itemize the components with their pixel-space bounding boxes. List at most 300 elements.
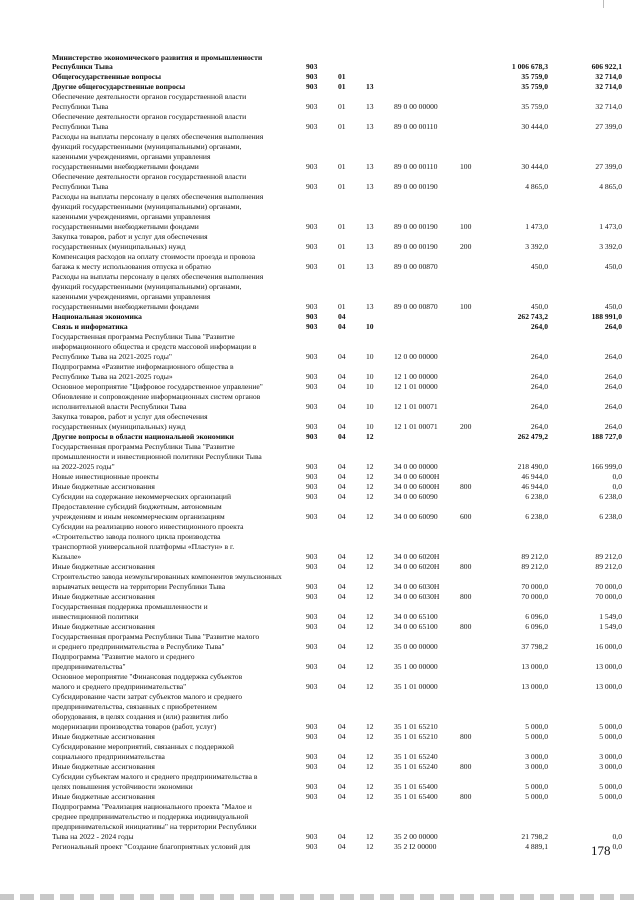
budget-section: 04 (338, 322, 346, 331)
amount-year-1: 264,0 (530, 422, 548, 431)
budget-code-ministry: 903 (306, 662, 318, 671)
amount-year-1: 262 479,2 (517, 432, 548, 441)
row-description: функций государственными (муниципальными) органами, (52, 202, 242, 211)
budget-section: 04 (338, 462, 346, 471)
budget-code-ministry: 903 (306, 562, 318, 571)
row-description: функций государственными (муниципальными) органами, (52, 142, 242, 151)
budget-section: 04 (338, 662, 346, 671)
row-description: Республики Тыва (52, 102, 109, 111)
budget-subsection: 12 (366, 552, 374, 561)
budget-target-article: 89 0 00 00190 (394, 222, 438, 231)
row-description: государственными внебюджетными фондами (52, 162, 199, 171)
row-description: Связь и информатика (52, 322, 128, 331)
amount-year-1: 218 490,0 (517, 462, 548, 471)
budget-subsection: 12 (366, 792, 374, 801)
amount-year-2: 32 714,0 (595, 72, 622, 81)
budget-subsection: 13 (366, 262, 374, 271)
budget-expense-type: 800 (460, 562, 472, 571)
budget-section: 04 (338, 422, 346, 431)
budget-subsection: 12 (366, 622, 374, 631)
row-description: Обеспечение деятельности органов государственной власти (52, 112, 247, 121)
budget-code-ministry: 903 (306, 782, 318, 791)
amount-year-1: 6 238,0 (525, 512, 548, 521)
row-description: Обеспечение деятельности органов государственной власти (52, 172, 247, 181)
budget-section: 01 (338, 262, 346, 271)
row-description: «Строительство завода полного цикла производства (52, 532, 221, 541)
budget-section: 04 (338, 492, 346, 501)
row-description: взрывчатых веществ на территории Республики Тыва (52, 582, 226, 591)
budget-subsection: 12 (366, 472, 374, 481)
budget-code-ministry: 903 (306, 612, 318, 621)
budget-target-article: 34 0 00 6020Н (394, 562, 440, 571)
row-description: государственными внебюджетными фондами (52, 302, 199, 311)
budget-subsection: 13 (366, 102, 374, 111)
budget-subsection: 12 (366, 592, 374, 601)
amount-year-2: 4 865,0 (599, 182, 622, 191)
amount-year-1: 4 865,0 (525, 182, 548, 191)
budget-expense-type: 600 (460, 512, 472, 521)
amount-year-1: 6 096,0 (525, 612, 548, 621)
budget-code-ministry: 903 (306, 222, 318, 231)
budget-section: 01 (338, 122, 346, 131)
amount-year-1: 37 798,2 (521, 642, 548, 651)
budget-code-ministry: 903 (306, 592, 318, 601)
amount-year-2: 70 000,0 (595, 592, 622, 601)
budget-expense-type: 800 (460, 622, 472, 631)
amount-year-1: 5 000,0 (525, 782, 548, 791)
amount-year-2: 89 212,0 (595, 552, 622, 561)
budget-subsection: 12 (366, 482, 374, 491)
budget-target-article: 34 0 00 60090 (394, 492, 438, 501)
row-description: Региональный проект "Создание благоприятных условий для (52, 842, 251, 851)
amount-year-1: 3 000,0 (525, 752, 548, 761)
budget-subsection: 10 (366, 422, 374, 431)
budget-subsection: 12 (366, 842, 374, 851)
row-description: Расходы на выплаты персоналу в целях обеспечения выполнения (52, 132, 264, 141)
row-description: малого и среднего предпринимательства" (52, 682, 187, 691)
row-description: Обновление и сопровождение информационных систем органов (52, 392, 261, 401)
row-description: Министерство экономического развития и промышленности (52, 53, 263, 62)
row-description: исполнительной власти Республики Тыва (52, 402, 187, 411)
budget-subsection: 12 (366, 782, 374, 791)
amount-year-1: 3 392,0 (525, 242, 548, 251)
budget-section: 04 (338, 842, 346, 851)
budget-target-article: 89 0 00 00190 (394, 242, 438, 251)
budget-expense-type: 100 (460, 222, 472, 231)
amount-year-1: 46 944,0 (521, 472, 548, 481)
amount-year-1: 13 000,0 (521, 662, 548, 671)
budget-section: 04 (338, 592, 346, 601)
budget-subsection: 10 (366, 322, 374, 331)
amount-year-1: 264,0 (530, 402, 548, 411)
amount-year-2: 27 399,0 (595, 122, 622, 131)
budget-section: 01 (338, 162, 346, 171)
amount-year-1: 264,0 (530, 382, 548, 391)
budget-target-article: 34 0 00 65100 (394, 612, 438, 621)
budget-code-ministry: 903 (306, 682, 318, 691)
budget-target-article: 34 0 00 6000Н (394, 472, 440, 481)
row-description: учреждениям и иным некоммерческим организациям (52, 512, 225, 521)
budget-code-ministry: 903 (306, 722, 318, 731)
amount-year-2: 1 473,0 (599, 222, 622, 231)
row-description: Новые инвестиционные проекты (52, 472, 159, 481)
row-description: предпринимательства" (52, 662, 126, 671)
row-description: Субсидии субъектам малого и среднего предпринимательства в (52, 772, 258, 781)
row-description: инвестиционной политики (52, 612, 139, 621)
budget-target-article: 34 0 00 60090 (394, 512, 438, 521)
budget-code-ministry: 903 (306, 82, 318, 91)
budget-expense-type: 200 (460, 422, 472, 431)
budget-target-article: 35 2 00 00000 (394, 832, 438, 841)
budget-target-article: 34 0 00 00000 (394, 462, 438, 471)
budget-subsection: 12 (366, 432, 374, 441)
amount-year-1: 264,0 (530, 372, 548, 381)
row-description: Расходы на выплаты персоналу в целях обеспечения выполнения (52, 272, 264, 281)
budget-section: 04 (338, 402, 346, 411)
budget-subsection: 13 (366, 242, 374, 251)
budget-section: 01 (338, 242, 346, 251)
budget-subsection: 10 (366, 352, 374, 361)
row-description: Закупка товаров, работ и услуг для обеспечения (52, 232, 208, 241)
budget-target-article: 34 0 00 6030Н (394, 582, 440, 591)
row-description: Подпрограмма «Развитие информационного общества в (52, 362, 234, 371)
amount-year-1: 30 444,0 (521, 122, 548, 131)
amount-year-2: 0,0 (612, 842, 622, 851)
row-description: функций государственными (муниципальными) органами, (52, 282, 242, 291)
budget-code-ministry: 903 (306, 402, 318, 411)
budget-target-article: 12 0 00 00000 (394, 352, 438, 361)
row-description: Расходы на выплаты персоналу в целях обеспечения выполнения (52, 192, 264, 201)
budget-subsection: 12 (366, 582, 374, 591)
row-description: Предоставление субсидий бюджетным, автономным (52, 502, 222, 511)
budget-subsection: 13 (366, 222, 374, 231)
row-description: Тыва на 2022 - 2024 годы (52, 832, 134, 841)
budget-code-ministry: 903 (306, 432, 318, 441)
row-description: Государственная поддержка промышленности и (52, 602, 208, 611)
budget-code-ministry: 903 (306, 322, 318, 331)
row-description: Субсидирование мероприятий, связанных с поддержкой (52, 742, 234, 751)
amount-year-1: 21 798,2 (521, 832, 548, 841)
row-description: целях повышения устойчивости экономики (52, 782, 193, 791)
amount-year-1: 1 473,0 (525, 222, 548, 231)
row-description: Субсидирование части затрат субъектов малого и среднего (52, 692, 243, 701)
row-description: Иные бюджетные ассигнования (52, 482, 155, 491)
row-description: Обеспечение деятельности органов государственной власти (52, 92, 247, 101)
row-description: на 2022-2025 годы" (52, 462, 115, 471)
budget-target-article: 12 1 01 00071 (394, 402, 438, 411)
amount-year-2: 166 999,0 (591, 462, 622, 471)
row-description: и среднего предпринимательства в Республике Тыва" (52, 642, 225, 651)
budget-target-article: 89 0 00 00110 (394, 122, 438, 131)
row-description: транспортной универсальной платформы «Пластун» в г. (52, 542, 235, 551)
budget-section: 04 (338, 562, 346, 571)
amount-year-2: 264,0 (604, 382, 622, 391)
budget-section: 04 (338, 552, 346, 561)
amount-year-2: 5 000,0 (599, 722, 622, 731)
budget-code-ministry: 903 (306, 622, 318, 631)
row-description: казенными учреждениями, органами управления (52, 212, 211, 221)
row-description: Основное мероприятие "Финансовая поддержка субъектов (52, 672, 243, 681)
amount-year-1: 89 212,0 (521, 562, 548, 571)
budget-code-ministry: 903 (306, 122, 318, 131)
budget-subsection: 10 (366, 402, 374, 411)
budget-target-article: 12 1 01 00071 (394, 422, 438, 431)
budget-target-article: 34 0 00 6030Н (394, 592, 440, 601)
budget-section: 04 (338, 352, 346, 361)
row-description: Республики Тыва (52, 62, 113, 71)
amount-year-2: 0,0 (612, 482, 622, 491)
budget-section: 04 (338, 732, 346, 741)
amount-year-2: 32 714,0 (595, 102, 622, 111)
amount-year-2: 264,0 (604, 352, 622, 361)
budget-subsection: 12 (366, 762, 374, 771)
budget-code-ministry: 903 (306, 72, 318, 81)
amount-year-1: 264,0 (530, 322, 548, 331)
amount-year-2: 0,0 (612, 472, 622, 481)
row-description: Иные бюджетные ассигнования (52, 732, 155, 741)
row-description: Иные бюджетные ассигнования (52, 562, 155, 571)
budget-section: 04 (338, 762, 346, 771)
budget-target-article: 35 1 01 65210 (394, 732, 438, 741)
budget-section: 04 (338, 722, 346, 731)
amount-year-2: 264,0 (604, 372, 622, 381)
amount-year-1: 6 238,0 (525, 492, 548, 501)
row-description: Иные бюджетные ассигнования (52, 622, 155, 631)
budget-subsection: 12 (366, 682, 374, 691)
amount-year-2: 27 399,0 (595, 162, 622, 171)
budget-target-article: 35 1 01 65240 (394, 762, 438, 771)
budget-code-ministry: 903 (306, 582, 318, 591)
amount-year-2: 264,0 (604, 322, 622, 331)
budget-target-article: 34 0 00 6000Н (394, 482, 440, 491)
amount-year-2: 89 212,0 (595, 562, 622, 571)
budget-code-ministry: 903 (306, 492, 318, 501)
amount-year-2: 5 000,0 (599, 782, 622, 791)
budget-code-ministry: 903 (306, 102, 318, 111)
budget-subsection: 12 (366, 562, 374, 571)
row-description: Субсидии на реализацию нового инвестиционного проекта (52, 522, 244, 531)
amount-year-1: 46 944,0 (521, 482, 548, 491)
budget-target-article: 12 1 01 00000 (394, 382, 438, 391)
budget-section: 04 (338, 312, 346, 321)
row-description: Государственная программа Республики Тыва "Развитие (52, 442, 235, 451)
row-description: казенными учреждениями, органами управления (52, 292, 211, 301)
budget-subsection: 10 (366, 372, 374, 381)
budget-subsection: 12 (366, 752, 374, 761)
budget-section: 04 (338, 372, 346, 381)
amount-year-2: 6 238,0 (599, 512, 622, 521)
row-description: Национальная экономика (52, 312, 142, 321)
budget-target-article: 34 0 00 6020Н (394, 552, 440, 561)
budget-code-ministry: 903 (306, 352, 318, 361)
budget-target-article: 35 1 01 65210 (394, 722, 438, 731)
amount-year-1: 262 743,2 (517, 312, 548, 321)
row-description: Государственная программа Республики Тыва "Развитие малого (52, 632, 260, 641)
budget-code-ministry: 903 (306, 642, 318, 651)
budget-code-ministry: 903 (306, 482, 318, 491)
budget-subsection: 12 (366, 642, 374, 651)
row-description: среднее предпринимательство и поддержка индивидуальной (52, 812, 249, 821)
amount-year-2: 3 392,0 (599, 242, 622, 251)
budget-section: 01 (338, 102, 346, 111)
amount-year-1: 4 889,1 (525, 842, 548, 851)
budget-code-ministry: 903 (306, 462, 318, 471)
budget-section: 01 (338, 72, 346, 81)
budget-section: 04 (338, 582, 346, 591)
row-description: предпринимательской инициативы" на территории Республики (52, 822, 257, 831)
budget-code-ministry: 903 (306, 762, 318, 771)
row-description: государственными внебюджетными фондами (52, 222, 199, 231)
budget-section: 01 (338, 182, 346, 191)
row-description: предпринимательства, связанных с приобретением (52, 702, 217, 711)
row-description: Государственная программа Республики Тыва "Развитие (52, 332, 235, 341)
budget-code-ministry: 903 (306, 752, 318, 761)
amount-year-2: 1 549,0 (599, 622, 622, 631)
budget-expense-type: 800 (460, 592, 472, 601)
budget-code-ministry: 903 (306, 182, 318, 191)
budget-expense-type: 100 (460, 302, 472, 311)
row-description: оборудования, в целях создания и (или) развития либо (52, 712, 229, 721)
amount-year-1: 450,0 (530, 262, 548, 271)
scan-artifact-bottom (0, 894, 636, 900)
budget-code-ministry: 903 (306, 792, 318, 801)
budget-target-article: 89 0 00 00870 (394, 262, 438, 271)
budget-target-article: 35 1 01 65400 (394, 792, 438, 801)
budget-section: 04 (338, 782, 346, 791)
row-description: модернизации производства товаров (работ, услуг) (52, 722, 217, 731)
row-description: Закупка товаров, работ и услуг для обеспечения (52, 412, 208, 421)
budget-section: 04 (338, 642, 346, 651)
amount-year-2: 70 000,0 (595, 582, 622, 591)
amount-year-2: 606 922,1 (591, 62, 622, 71)
budget-subsection: 12 (366, 722, 374, 731)
amount-year-1: 70 000,0 (521, 582, 548, 591)
row-description: багажа к месту использования отпуска и обратно (52, 262, 211, 271)
amount-year-2: 264,0 (604, 422, 622, 431)
page-number: 178 (591, 843, 611, 858)
amount-year-2: 188 991,0 (591, 312, 622, 321)
amount-year-2: 264,0 (604, 402, 622, 411)
budget-subsection: 13 (366, 82, 374, 91)
budget-code-ministry: 903 (306, 162, 318, 171)
budget-code-ministry: 903 (306, 242, 318, 251)
row-description: Республики Тыва (52, 182, 109, 191)
amount-year-1: 3 000,0 (525, 762, 548, 771)
amount-year-2: 32 714,0 (595, 82, 622, 91)
budget-target-article: 35 0 00 00000 (394, 642, 438, 651)
budget-subsection: 12 (366, 512, 374, 521)
budget-section: 01 (338, 302, 346, 311)
row-description: промышленности и инвестиционной политики Республики Тыва (52, 452, 262, 461)
budget-expense-type: 800 (460, 792, 472, 801)
row-description: Субсидии на содержание некоммерческих организаций (52, 492, 232, 501)
budget-section: 04 (338, 832, 346, 841)
budget-expense-type: 100 (460, 162, 472, 171)
budget-target-article: 35 2 I2 00000 (394, 842, 437, 851)
budget-target-article: 89 0 00 00870 (394, 302, 438, 311)
budget-subsection: 13 (366, 162, 374, 171)
amount-year-1: 35 759,0 (521, 82, 548, 91)
amount-year-2: 188 727,0 (591, 432, 622, 441)
amount-year-1: 89 212,0 (521, 552, 548, 561)
amount-year-1: 35 759,0 (521, 72, 548, 81)
amount-year-2: 13 000,0 (595, 662, 622, 671)
budget-section: 04 (338, 512, 346, 521)
budget-subsection: 13 (366, 182, 374, 191)
row-description: Другие общегосударственные вопросы (52, 82, 186, 91)
budget-subsection: 12 (366, 662, 374, 671)
budget-section: 04 (338, 682, 346, 691)
amount-year-1: 35 759,0 (521, 102, 548, 111)
amount-year-2: 450,0 (604, 262, 622, 271)
row-description: Республике Тыва на 2021-2025 годы" (52, 352, 172, 361)
budget-expense-type: 200 (460, 242, 472, 251)
amount-year-2: 450,0 (604, 302, 622, 311)
budget-section: 04 (338, 472, 346, 481)
amount-year-2: 3 000,0 (599, 762, 622, 771)
budget-section: 01 (338, 82, 346, 91)
row-description: социального предпринимательства (52, 752, 165, 761)
amount-year-1: 450,0 (530, 302, 548, 311)
amount-year-2: 13 000,0 (595, 682, 622, 691)
budget-target-article: 34 0 00 65100 (394, 622, 438, 631)
budget-section: 04 (338, 752, 346, 761)
budget-section: 01 (338, 222, 346, 231)
budget-subsection: 10 (366, 382, 374, 391)
amount-year-1: 5 000,0 (525, 722, 548, 731)
budget-target-article: 12 1 00 00000 (394, 372, 438, 381)
amount-year-1: 30 444,0 (521, 162, 548, 171)
budget-target-article: 89 0 00 00000 (394, 102, 438, 111)
budget-subsection: 13 (366, 302, 374, 311)
budget-expense-type: 800 (460, 732, 472, 741)
amount-year-1: 6 096,0 (525, 622, 548, 631)
budget-subsection: 12 (366, 732, 374, 741)
amount-year-2: 16 000,0 (595, 642, 622, 651)
row-description: государственных (муниципальных) нужд (52, 422, 186, 431)
budget-target-article: 35 1 00 00000 (394, 662, 438, 671)
amount-year-2: 1 549,0 (599, 612, 622, 621)
row-description: Подпрограмма "Реализация национального проекта "Малое и (52, 802, 252, 811)
budget-subsection: 12 (366, 492, 374, 501)
budget-subsection: 12 (366, 612, 374, 621)
budget-target-article: 89 0 00 00190 (394, 182, 438, 191)
amount-year-2: 3 000,0 (599, 752, 622, 761)
amount-year-2: 6 238,0 (599, 492, 622, 501)
budget-target-article: 35 1 01 65240 (394, 752, 438, 761)
row-description: Строительство завода неэмульгированных компонентов эмульсионных (52, 572, 282, 581)
amount-year-2: 0,0 (612, 832, 622, 841)
row-description: казенными учреждениями, органами управления (52, 152, 211, 161)
row-description: государственных (муниципальных) нужд (52, 242, 186, 251)
row-description: Иные бюджетные ассигнования (52, 792, 155, 801)
budget-section: 04 (338, 622, 346, 631)
budget-target-article: 89 0 00 00110 (394, 162, 438, 171)
budget-section: 04 (338, 792, 346, 801)
budget-target-article: 35 1 01 65400 (394, 782, 438, 791)
budget-code-ministry: 903 (306, 472, 318, 481)
budget-code-ministry: 903 (306, 732, 318, 741)
amount-year-2: 5 000,0 (599, 732, 622, 741)
budget-expense-type: 800 (460, 482, 472, 491)
budget-code-ministry: 903 (306, 382, 318, 391)
budget-code-ministry: 903 (306, 552, 318, 561)
budget-subsection: 12 (366, 832, 374, 841)
budget-code-ministry: 903 (306, 842, 318, 851)
row-description: Общегосударственные вопросы (52, 72, 162, 81)
scan-artifact-top (603, 0, 604, 8)
budget-code-ministry: 903 (306, 62, 318, 71)
